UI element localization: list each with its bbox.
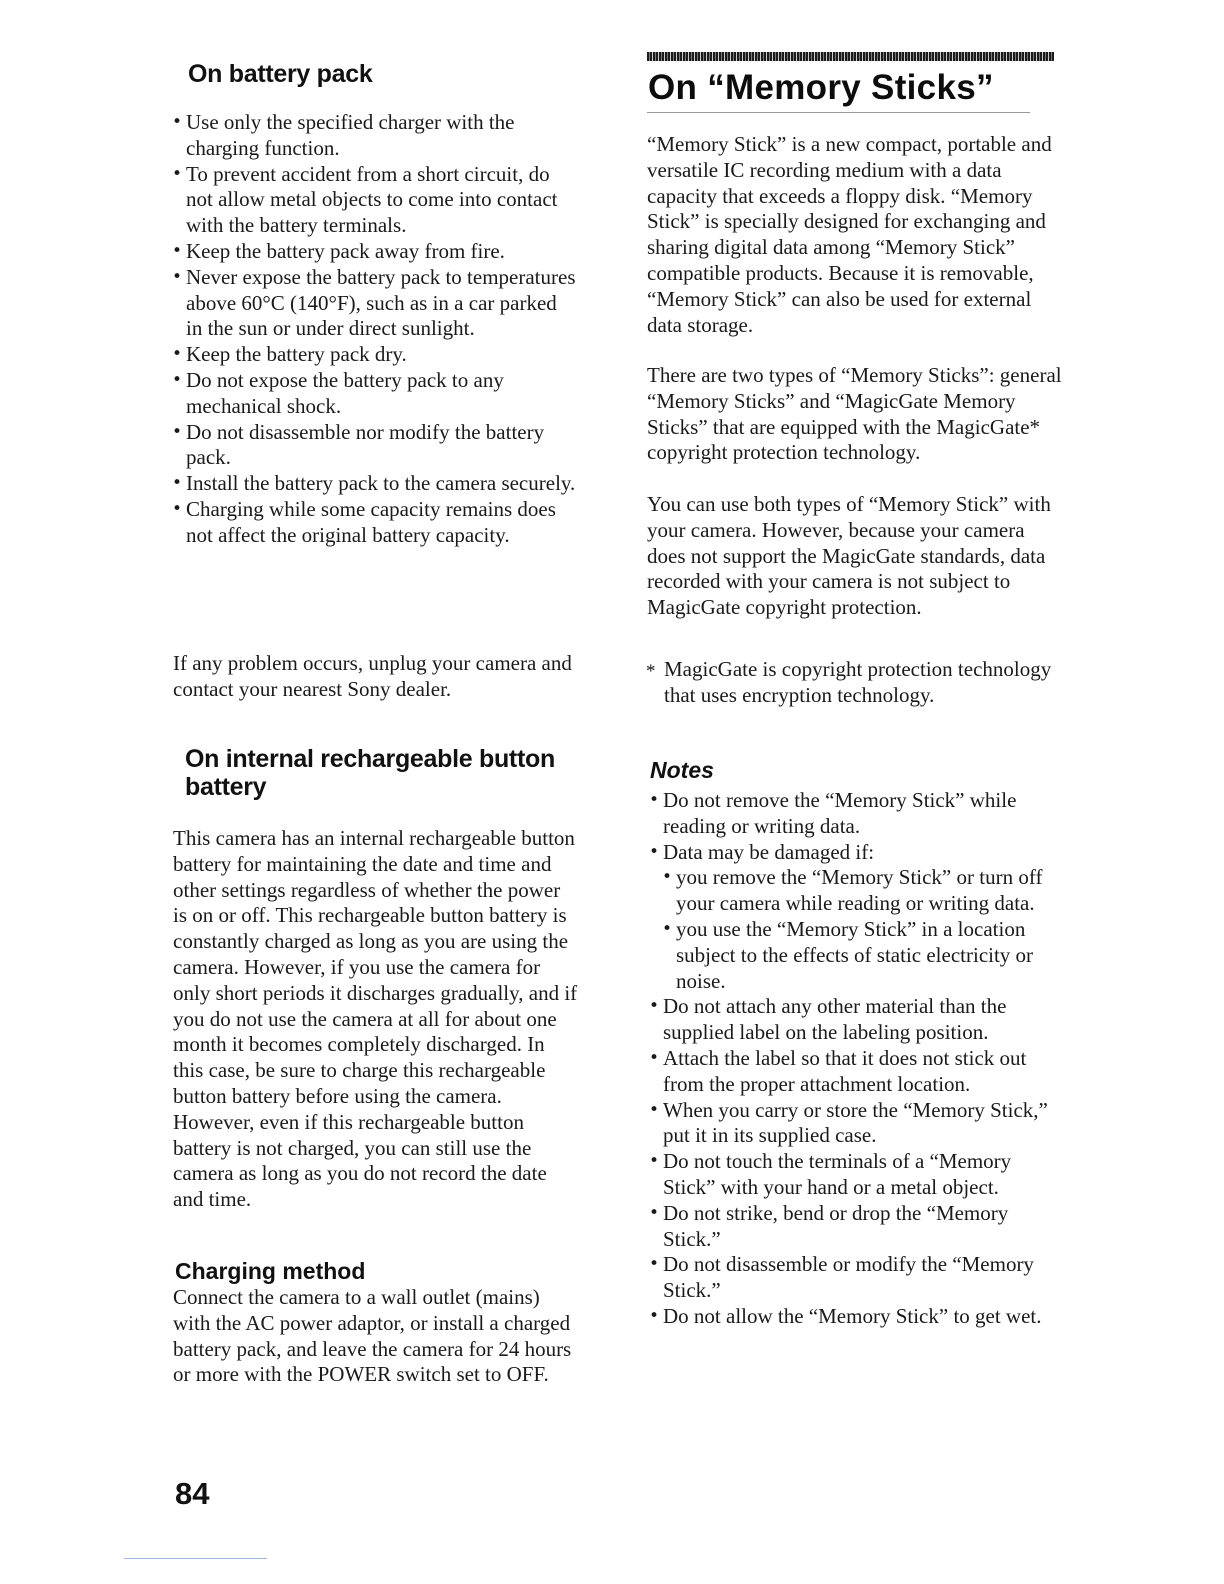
list-item: • Never expose the battery pack to temperatures above 60°C (140°F), such as in a car parked in the sun or under direct sunlight. <box>173 265 578 342</box>
list-item: • Keep the battery pack away from fire. <box>173 239 578 265</box>
charging-method-paragraph: Connect the camera to a wall outlet (mains) with the AC power adaptor, or install a charged battery pack, and leave the camera for 24 hours or more with the POWER switch set to OFF. <box>173 1285 572 1387</box>
list-item: • Charging while some capacity remains does not affect the original battery capacity. <box>173 497 578 549</box>
decorative-heading-bar <box>647 52 1054 61</box>
list-item: • Install the battery pack to the camera securely. <box>173 471 578 497</box>
battery-pack-list <box>173 110 578 549</box>
damage-cases-list <box>663 865 1060 994</box>
list-item-text: Data may be damaged if: <box>663 839 875 864</box>
internal-battery-paragraph: This camera has an internal rechargeable button battery for maintaining the date and time and other settings regardless of whether the power is on or off. This rechargeable button battery is constantly charged as long as you are using the camera. However, if you use the camera for only short periods it discharges gradually, and if you do not use the camera at all for about one month it becomes completely discharged. In this case, be sure to charge this rechargeable button battery before using the camera. However, even if this rechargeable button battery is not charged, you can still use the camera as long as you do not record the date and time. <box>173 826 578 1212</box>
list-item: • Attach the label so that it does not stick out from the proper attachment location. <box>650 1046 1060 1098</box>
list-item: • Do not remove the “Memory Stick” while reading or writing data. <box>650 788 1060 840</box>
footnote-text: MagicGate is copyright protection technology that uses encryption technology. <box>664 657 1052 707</box>
notes-list <box>650 788 1060 1330</box>
list-item: • Use only the specified charger with the charging function. <box>173 110 578 162</box>
charging-method-heading: Charging method <box>175 1258 366 1284</box>
internal-battery-heading: On internal rechargeable button battery <box>185 745 555 801</box>
list-item: • Do not attach any other material than the supplied label on the labeling position. <box>650 994 1060 1046</box>
list-item <box>650 840 1060 995</box>
heading-underline <box>647 112 1030 113</box>
magicgate-footnote <box>647 657 1062 709</box>
battery-pack-heading: On battery pack <box>188 60 373 88</box>
list-item: • To prevent accident from a short circuit, do not allow metal objects to come into contact with the battery terminals. <box>173 162 578 239</box>
page-number: 84 <box>175 1476 210 1511</box>
list-item: • When you carry or store the “Memory Stick,” put it in its supplied case. <box>650 1098 1060 1150</box>
problem-paragraph: If any problem occurs, unplug your camera and contact your nearest Sony dealer. <box>173 651 572 701</box>
list-item: • Do not expose the battery pack to any mechanical shock. <box>173 368 578 420</box>
notes-heading: Notes <box>650 757 714 783</box>
list-item: • Do not strike, bend or drop the “Memory Stick.” <box>650 1201 1060 1253</box>
list-item: • Do not disassemble nor modify the battery pack. <box>173 420 578 472</box>
memory-stick-intro-paragraph: “Memory Stick” is a new compact, portable and versatile IC recording medium with a data capacity that exceeds a floppy disk. “Memory Stick” is specially designed for exchanging and sharing digital data among “Memory Stick” compatible products. Because it is removable, “Memory Stick” can also be used for external data storage. <box>647 132 1052 337</box>
footer-line <box>124 1558 267 1559</box>
memory-stick-compat-paragraph: You can use both types of “Memory Stick” with your camera. However, because your camera does not support the MagicGate standards, data recorded with your camera is not subject to MagicGate copyright protection. <box>647 492 1051 620</box>
list-item: • Do not disassemble or modify the “Memory Stick.” <box>650 1252 1060 1304</box>
memory-stick-types-paragraph: There are two types of “Memory Sticks”: general “Memory Sticks” and “MagicGate Memory Sticks” that are equipped with the MagicGate* copyright protection technology. <box>647 363 1062 465</box>
memory-sticks-heading: On “Memory Sticks” <box>648 68 994 107</box>
sub-list-item: • you use the “Memory Stick” in a location subject to the effects of static electricity or noise. <box>663 917 1060 994</box>
list-item: • Do not allow the “Memory Stick” to get wet. <box>650 1304 1060 1330</box>
sub-list-item: • you remove the “Memory Stick” or turn off your camera while reading or writing data. <box>663 865 1060 917</box>
list-item: • Keep the battery pack dry. <box>173 342 578 368</box>
list-item: • Do not touch the terminals of a “Memory Stick” with your hand or a metal object. <box>650 1149 1060 1201</box>
footnote-asterisk: * <box>646 661 656 682</box>
